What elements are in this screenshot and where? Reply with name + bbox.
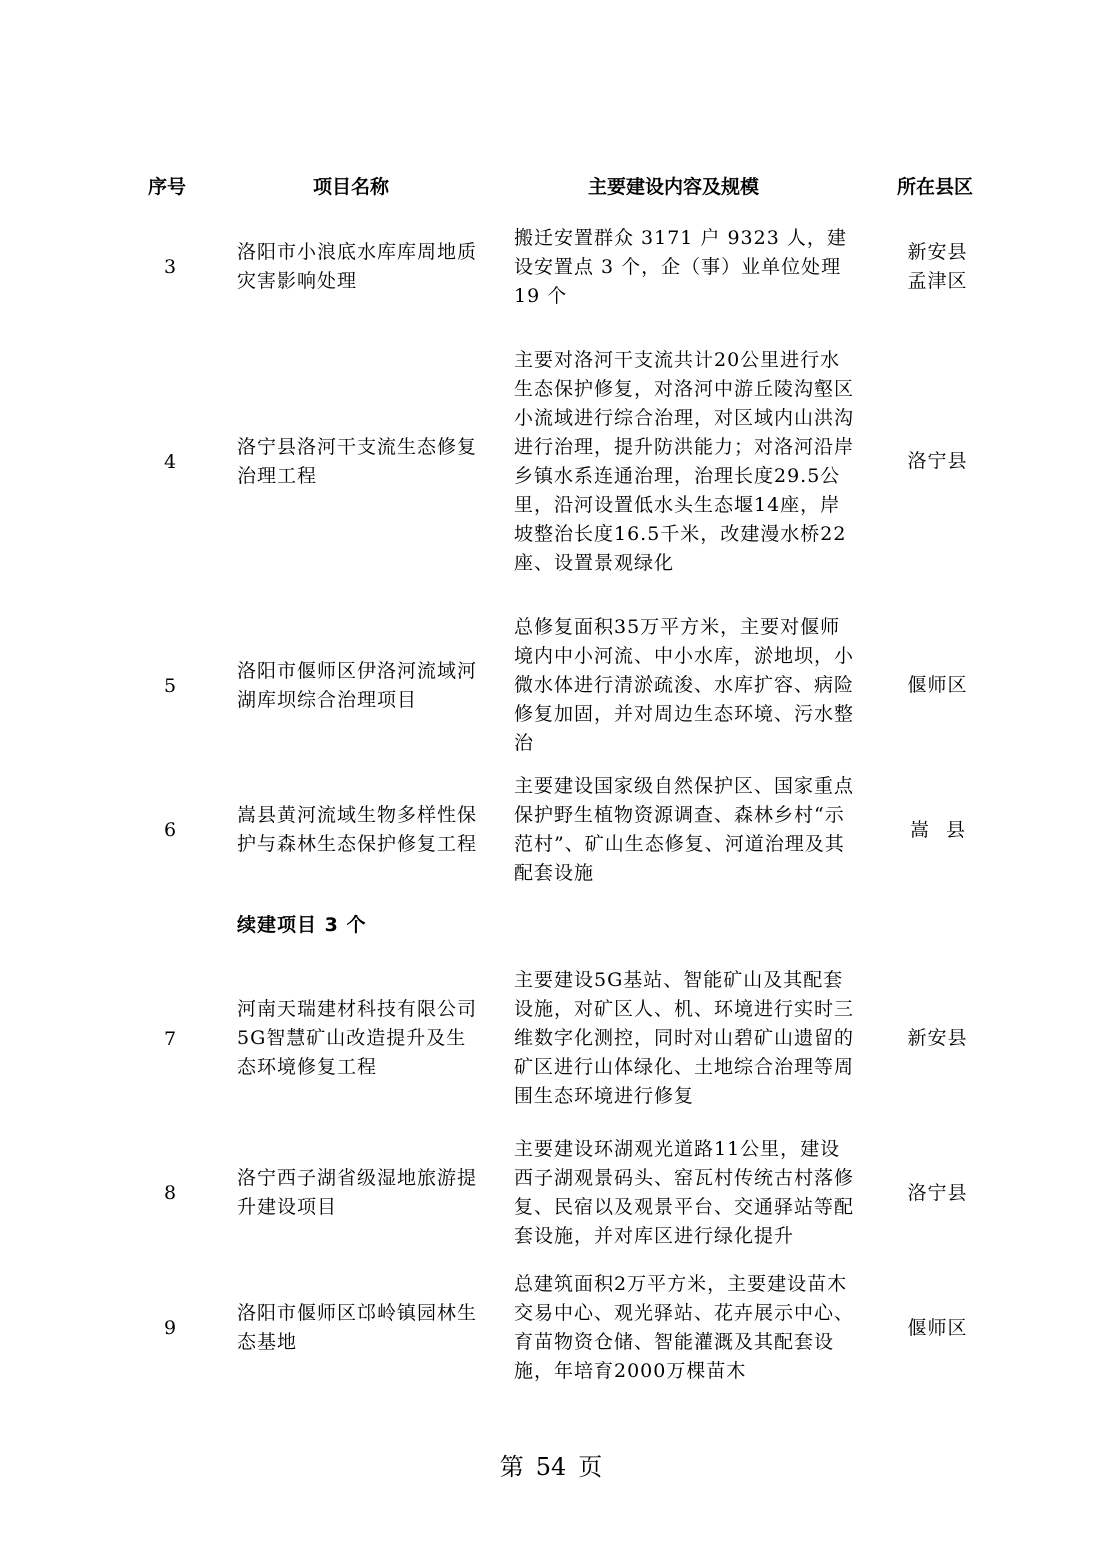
footer-prefix: 第	[499, 1453, 524, 1481]
header-county: 所在县区	[897, 176, 974, 198]
row-county: 偃师区	[907, 1316, 968, 1339]
row-project-name: 洛宁县洛河干支流生态修复治理工程	[237, 435, 478, 487]
table-row	[0, 771, 1102, 889]
table-row	[0, 1134, 1102, 1252]
row-county: 新安县	[907, 1027, 968, 1049]
row-county: 偃师区	[907, 674, 968, 696]
row-county: 新安县	[907, 241, 968, 263]
row-seq: 4	[163, 450, 177, 473]
row-project-name: 洛宁西子湖省级湿地旅游提升建设项目	[237, 1167, 478, 1218]
row-content: 搬迁安置群众 3171 户 9323 人，建设安置点 3 个，企（事）业单位处理 19 个	[514, 226, 847, 307]
table-row	[0, 612, 1102, 759]
row-seq: 6	[163, 819, 177, 841]
row-content: 总建筑面积2万平方米，主要建设苗木交易中心、观光驿站、花卉展示中心、育苗物资仓储、智能灌溉及其配套设施，年培育2000万棵苗木	[514, 1273, 855, 1382]
row-project-name: 嵩县黄河流域生物多样性保护与森林生态保护修复工程	[237, 804, 478, 855]
row-seq: 7	[163, 1027, 177, 1050]
table-row	[0, 222, 1102, 312]
row-seq: 9	[163, 1317, 177, 1339]
row-content: 主要建设环湖观光道路11公里，建设西子湖观景码头、窑瓦村传统古村落修复、民宿以及观景平台、交通驿站等配套设施，并对库区进行绿化提升	[514, 1138, 855, 1247]
row-county: 洛宁县	[907, 450, 968, 472]
page-footer	[0, 1447, 1102, 1482]
row-seq: 3	[163, 256, 177, 278]
footer-suffix: 页	[578, 1453, 603, 1481]
row-project-name: 洛阳市小浪底水库库周地质灾害影响处理	[237, 241, 478, 292]
table-header	[0, 172, 1102, 202]
row-seq: 5	[163, 674, 177, 697]
row-project-name: 洛阳市偃师区邙岭镇园林生态基地	[237, 1302, 478, 1353]
row-county: 孟津区	[907, 270, 968, 292]
section-label: 续建项目 3 个	[237, 914, 367, 936]
header-content: 主要建设内容及规模	[588, 176, 760, 198]
row-content: 主要对洛河干支流共计20公里进行水生态保护修复，对洛河中游丘陵沟壑区小流域进行综合治理，对区域内山洪沟进行治理，提升防洪能力；对洛河沿岸乡镇水系连通治理，治理长度29.5公里，沿河设置低水头生态堰14座，岸坡整治长度16.5千米，改建漫水桥22座、设置景观绿化	[514, 348, 855, 574]
header-project-name: 项目名称	[313, 176, 390, 198]
header-seq: 序号	[148, 176, 187, 198]
row-county: 嵩县	[909, 818, 982, 841]
page-number: 54	[535, 1453, 567, 1481]
row-seq: 8	[163, 1182, 177, 1204]
row-content: 主要建设5G基站、智能矿山及其配套设施，对矿区人、机、环境进行实时三维数字化测控，同时对山碧矿山遗留的矿区进行山体绿化、土地综合治理等周围生态环境进行修复	[514, 969, 855, 1107]
row-project-name: 洛阳市偃师区伊洛河流域河湖库坝综合治理项目	[237, 659, 478, 711]
table-row	[0, 965, 1102, 1112]
row-content: 主要建设国家级自然保护区、国家重点保护野生植物资源调查、森林乡村“示范村”、矿山生态修复、河道治理及其配套设施	[514, 775, 855, 884]
row-content: 总修复面积35万平方米，主要对偃师境内中小河流、中小水库，淤地坝，小微水体进行清淤疏浚、水库扩容、病险修复加固，并对周边生态环境、污水整治	[514, 616, 855, 754]
table-row	[0, 345, 1102, 578]
row-project-name: 河南天瑞建材科技有限公司5G智慧矿山改造提升及生态环境修复工程	[237, 998, 478, 1078]
row-county: 洛宁县	[907, 1181, 968, 1204]
table-row	[0, 1269, 1102, 1387]
